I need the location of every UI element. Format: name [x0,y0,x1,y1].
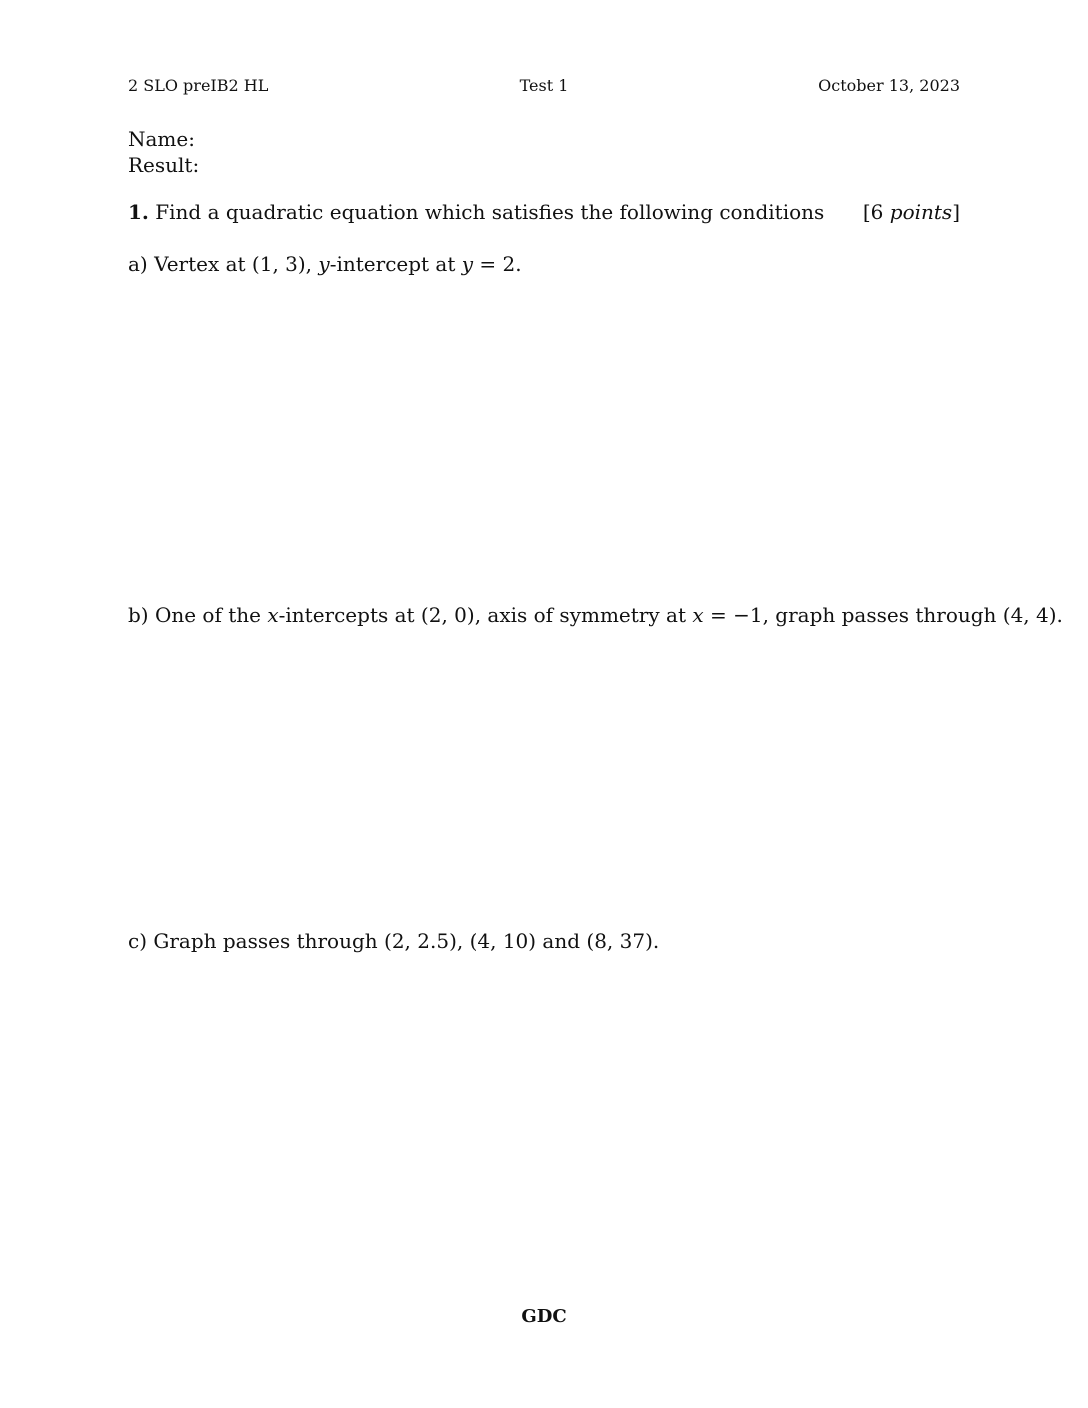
part-a [128,252,968,276]
question-number: 1. [128,200,149,224]
part-a-text-2: -intercept at [329,252,462,276]
points-close: ] [952,200,960,224]
part-b-text-2: -intercepts at (2, 0), axis of symmetry at [278,603,693,627]
footer-label: GDC [521,1306,567,1327]
test-date: October 13, 2023 [818,76,960,95]
points-open: [6 [862,200,890,224]
part-b-var-2: x [692,603,704,627]
points-word: points [889,200,953,224]
question-1 [128,200,960,224]
test-title: Test 1 [519,76,569,95]
part-a-var-2: y [461,252,474,276]
name-label: Name: [128,127,195,151]
part-a-var-1: y [318,252,330,276]
page-header [128,76,960,100]
question-points [863,200,960,224]
part-c [128,929,968,953]
part-b-var-1: x [267,603,279,627]
part-b [128,603,1063,627]
question-text: Find a quadratic equation which satisfies the following conditions [155,200,825,224]
part-b-text-1: b) One of the [128,603,268,627]
result-label: Result: [128,153,200,177]
course-label: 2 SLO preIB2 HL [128,76,269,95]
part-a-text-1: a) Vertex at (1, 3), [128,252,319,276]
part-a-text-3: = 2. [473,252,522,276]
part-b-text-3: = −1, graph passes through (4, 4). [703,603,1063,627]
student-info [128,126,199,178]
part-c-text: c) Graph passes through (2, 2.5), (4, 10) and (8, 37). [128,929,660,953]
